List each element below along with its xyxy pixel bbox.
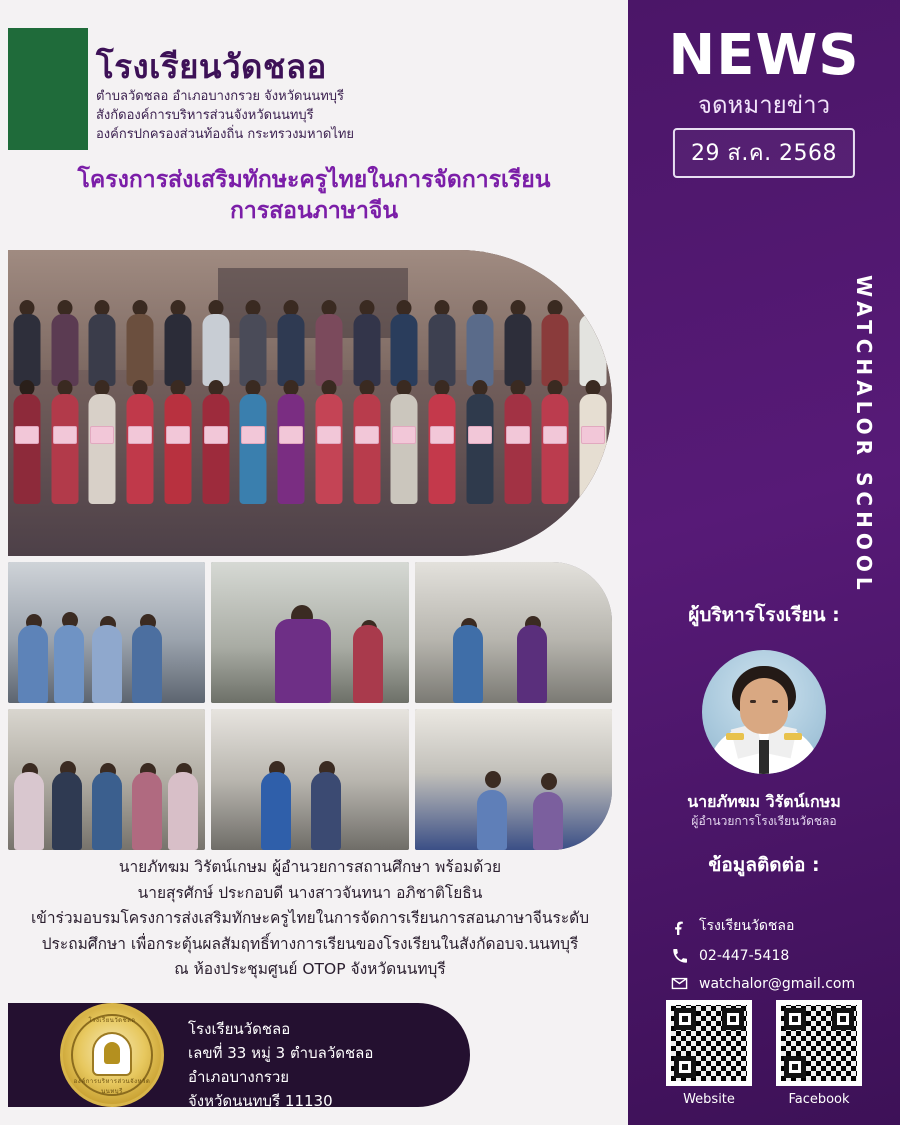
- avatar-epaulette-right: [784, 733, 802, 740]
- caption-line-1: นายภัทฆม วิรัตน์เกษม ผู้อำนวยการสถานศึกษา พร้อมด้วย: [118, 858, 502, 876]
- contact-text-email: watchalor@gmail.com: [699, 975, 856, 992]
- contact-section-label: ข้อมูลติดต่อ :: [708, 854, 820, 876]
- person: [574, 380, 612, 500]
- footer-address-line-3: อำเภอบางกรวย: [188, 1068, 290, 1086]
- photo-cell-4: [8, 709, 205, 850]
- school-address-line-3: องค์กรปกครองส่วนท้องถิ่น กระทรวงมหาดไทย: [96, 126, 355, 142]
- person: [159, 380, 197, 500]
- project-title-line-1: โครงการส่งเสริมทักษะครูไทยในการจัดการเรียน: [77, 167, 551, 193]
- qr-eye-top-left: [784, 1008, 806, 1030]
- admin-name: นายภัทฆม วิรัตน์เกษม: [687, 792, 841, 811]
- contact-item-phone[interactable]: [670, 946, 900, 965]
- contact-text-phone: 02-447-5418: [699, 947, 790, 964]
- photo-cell-3: [415, 562, 612, 703]
- footer-address-line-2: เลขที่ 33 หมู่ 3 ตำบลวัดชลอ: [188, 1044, 374, 1062]
- facebook-icon: [670, 917, 689, 936]
- person: [272, 380, 310, 500]
- qr-code-website[interactable]: [666, 1000, 752, 1086]
- avatar-eye-left: [750, 700, 756, 703]
- person: [84, 380, 122, 500]
- project-title-line-2: การสอนภาษาจีน: [229, 198, 399, 225]
- contact-item-email[interactable]: [670, 974, 900, 993]
- person: [348, 380, 386, 500]
- admin-role: ผู้อำนวยการโรงเรียนวัดชลอ: [691, 814, 837, 828]
- avatar-epaulette-left: [726, 733, 744, 740]
- seal-crest: [92, 1032, 132, 1076]
- seal-bottom-text: องค์การบริหารส่วนจังหวัดนนทบุรี: [73, 1078, 151, 1095]
- person: [423, 380, 461, 500]
- green-accent-block: [8, 28, 88, 150]
- caption-line-4: ประถมศึกษา เพื่อกระตุ้นผลสัมฤทธิ์ทางการเรียนของโรงเรียนในสังกัดอบจ.นนทบุรี: [41, 934, 579, 953]
- school-seal-logo: [60, 1003, 164, 1107]
- vertical-school-label: WATCHALOR SCHOOL: [852, 275, 876, 595]
- person: [310, 380, 348, 500]
- footer-address: [188, 1017, 373, 1113]
- qr-eye-top-right: [722, 1008, 744, 1030]
- hero-front-row: [8, 380, 612, 500]
- qr-caption-website: Website: [683, 1092, 735, 1107]
- person: [46, 380, 84, 500]
- avatar: [702, 650, 826, 774]
- person: [461, 380, 499, 500]
- seal-top-text: โรงเรียนวัดชลอ: [88, 1017, 136, 1024]
- person: [121, 380, 159, 500]
- project-title: [24, 165, 604, 227]
- footer-address-line-4: จังหวัดนนทบุรี 11130: [188, 1092, 333, 1110]
- qr-code-facebook[interactable]: [776, 1000, 862, 1086]
- phone-icon: [670, 946, 689, 965]
- avatar-face: [740, 678, 788, 734]
- avatar-tie: [759, 740, 769, 774]
- contact-text-facebook: โรงเรียนวัดชลอ: [699, 918, 795, 934]
- qr-block-facebook[interactable]: [776, 1000, 862, 1107]
- qr-eye-bottom-left: [674, 1056, 696, 1078]
- person: [499, 380, 537, 500]
- caption-line-5: ณ ห้องประชุมศูนย์ OTOP จังหวัดนนทบุรี: [174, 960, 446, 979]
- right-sidebar-panel: [628, 0, 900, 1125]
- person: [8, 380, 46, 500]
- news-title: NEWS: [668, 23, 860, 88]
- caption-line-3: เข้าร่วมอบรมโครงการส่งเสริมทักษะครูไทยในการจัดการเรียนการสอนภาษาจีนระดับ: [30, 909, 590, 928]
- contact-list: [670, 915, 900, 1002]
- person: [235, 380, 273, 500]
- qr-eye-bottom-left: [784, 1056, 806, 1078]
- qr-block-website[interactable]: [666, 1000, 752, 1107]
- contact-item-facebook[interactable]: [670, 915, 900, 937]
- page-title: โรงเรียนวัดชลอ: [96, 47, 327, 86]
- caption-line-2: นายสุรศักษ์ ประกอบดี นางสาวจันทนา อภิชาติโยธิน: [137, 883, 483, 902]
- qr-caption-facebook: Facebook: [788, 1092, 850, 1107]
- date-badge: 29 ส.ค. 2568: [673, 128, 855, 178]
- admin-section-label: ผู้บริหารโรงเรียน :: [688, 604, 840, 626]
- email-icon: [670, 974, 689, 993]
- person: [386, 380, 424, 500]
- photo-cell-5: [211, 709, 408, 850]
- qr-eye-top-left: [674, 1008, 696, 1030]
- photo-cell-2: [211, 562, 408, 703]
- photo-grid: [8, 562, 612, 850]
- school-address-line-1: ตำบลวัดชลอ อำเภอบางกรวย จังหวัดนนทบุรี: [96, 89, 345, 104]
- person: [537, 380, 575, 500]
- qr-eye-top-right: [832, 1008, 854, 1030]
- school-address: [96, 88, 354, 145]
- avatar-eye-right: [772, 700, 778, 703]
- news-subtitle: จดหมายข่าว: [697, 91, 831, 119]
- person: [197, 380, 235, 500]
- photo-cell-1: [8, 562, 205, 703]
- hero-photo-group: [8, 250, 612, 556]
- school-address-line-2: สังกัดองค์การบริหารส่วนจังหวัดนนทบุรี: [96, 107, 314, 123]
- photo-cell-6: [415, 709, 612, 850]
- footer-bar: [8, 1003, 470, 1110]
- footer-address-line-1: โรงเรียนวัดชลอ: [188, 1020, 291, 1038]
- qr-code-group: [628, 1000, 900, 1107]
- caption-block: [10, 855, 610, 983]
